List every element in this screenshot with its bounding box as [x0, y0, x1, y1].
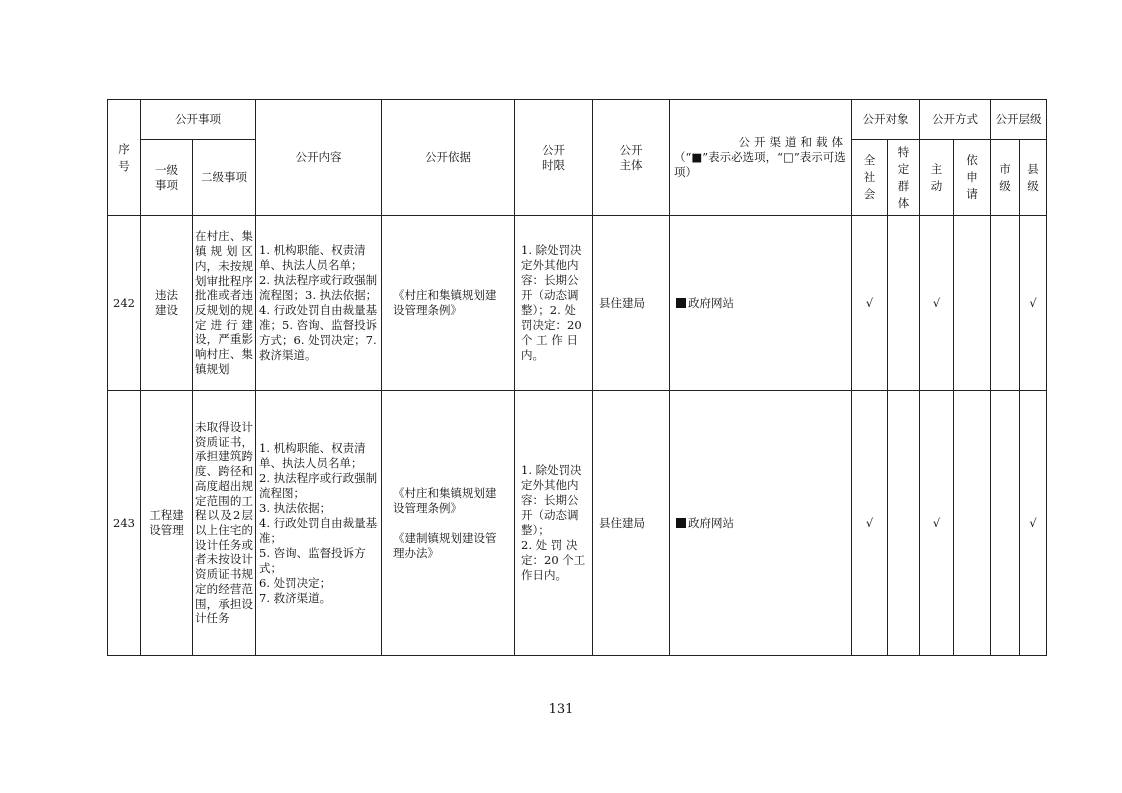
header-level1: 一级事项 [141, 140, 193, 216]
row-layer-county: √ [1020, 216, 1047, 391]
row-layer-city [991, 216, 1020, 391]
table-row [108, 391, 1047, 656]
row-channel: 政府网站 [670, 391, 852, 656]
header-method: 公开方式 [920, 100, 991, 140]
header-seq: 序号 [108, 100, 141, 216]
row-basis: 《村庄和集镇规划建设管理条例》 《建制镇规划建设管理办法》 [382, 391, 515, 656]
table-row [108, 216, 1047, 391]
row-content: 1. 机构职能、权责清单、执法人员名单； 2. 执法程序或行政强制流程图；3. 执法依据；4. 行政处罚自由裁量基准；5. 咨询、监督投诉方式；6. 处罚决定；7. 救济渠道。 [256, 216, 382, 391]
header-layer-city: 市级 [991, 140, 1020, 216]
row-method-active: √ [920, 216, 954, 391]
header-layer: 公开层级 [991, 100, 1047, 140]
row-level1: 工程建设管理 [141, 391, 193, 656]
row-subject: 县住建局 [593, 391, 670, 656]
disclosure-table [107, 99, 1047, 656]
header-channel [670, 100, 852, 216]
header-layer-county: 县级 [1020, 140, 1047, 216]
row-content: 1. 机构职能、权责清单、执法人员名单； 2. 执法程序或行政强制流程图； 3. 执法依据； 4. 行政处罚自由裁量基准； 5. 咨询、监督投诉方式； 6. 处罚决定； 7. 救济渠道。 [256, 391, 382, 656]
row-object-specific [888, 216, 920, 391]
row-subject: 县住建局 [593, 216, 670, 391]
header-object: 公开对象 [852, 100, 920, 140]
row-layer-city [991, 391, 1020, 656]
header-subject: 公开 主体 [593, 100, 670, 216]
required-square-icon [676, 518, 686, 528]
row-limit: 1. 除处罚决定外其他内容：长期公开（动态调整）； 2. 处 罚 决 定：20 个工作日内。 [515, 391, 593, 656]
header-channel-line1: 公开渠道和载体 [738, 135, 847, 149]
row-level2: 在村庄、集镇规划区内，未按规划审批程序批准或者违反规划的规定进行建设，严重影响村庄、集镇规划 [193, 216, 256, 391]
row-seq: 243 [108, 391, 141, 656]
header-limit: 公开 时限 [515, 100, 593, 216]
header-object-all: 全社会 [852, 140, 888, 216]
row-object-specific [888, 391, 920, 656]
header-matter: 公开事项 [141, 100, 256, 140]
row-channel: 政府网站 [670, 216, 852, 391]
row-method-active: √ [920, 391, 954, 656]
row-seq: 242 [108, 216, 141, 391]
required-square-icon [676, 298, 686, 308]
header-row-1 [108, 100, 1047, 140]
row-object-all: √ [852, 216, 888, 391]
header-object-specific: 特定群体 [888, 140, 920, 216]
header-method-request: 依申请 [954, 140, 991, 216]
header-basis: 公开依据 [382, 100, 515, 216]
page-number: 131 [548, 702, 574, 717]
row-object-all: √ [852, 391, 888, 656]
row-level2: 未取得设计资质证书，承担建筑跨度、跨径和高度超出规定范围的工程以及2层以上住宅的设计任务或者未按设计资质证书规定的经营范围，承担设计任务 [193, 391, 256, 656]
row-level1: 违法建设 [141, 216, 193, 391]
header-content: 公开内容 [256, 100, 382, 216]
header-method-active: 主动 [920, 140, 954, 216]
row-limit: 1. 除处罚决定外其他内容：长期公开（动态调整）；2. 处罚决定：20 个 工 作 日内。 [515, 216, 593, 391]
row-layer-county: √ [1020, 391, 1047, 656]
row-basis: 《村庄和集镇规划建设管理条例》 [382, 216, 515, 391]
header-channel-line2: （“■”表示必选项，“□”表示可选项） [674, 150, 846, 179]
row-method-request [954, 216, 991, 391]
row-method-request [954, 391, 991, 656]
header-level2: 二级事项 [193, 140, 256, 216]
